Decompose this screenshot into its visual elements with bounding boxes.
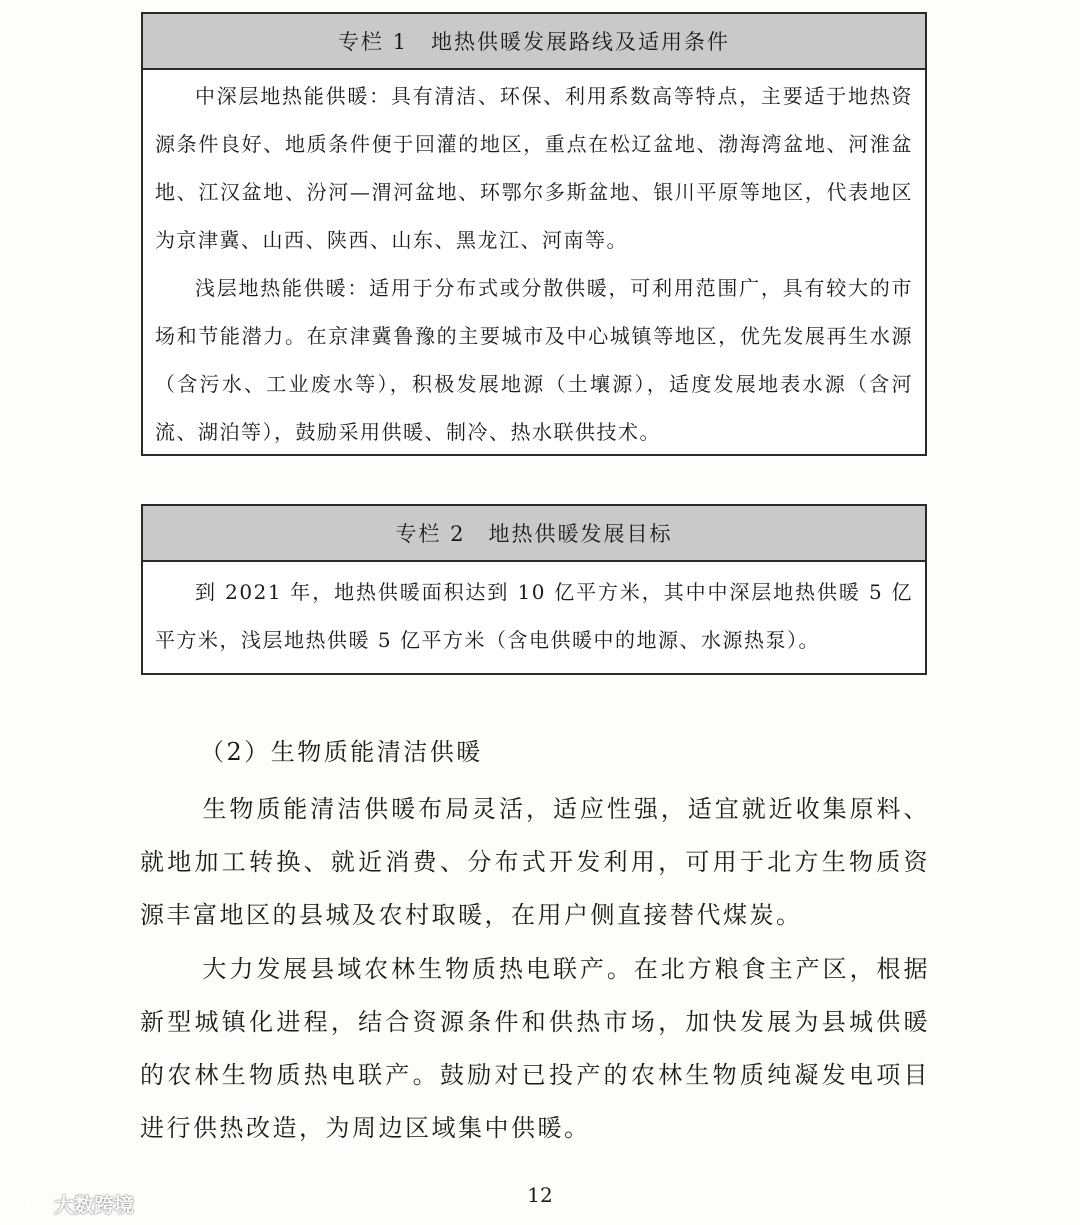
watermark	[8, 1188, 134, 1218]
box-1-body	[143, 70, 925, 456]
box-2-body	[143, 562, 925, 664]
body-paragraph-1	[140, 783, 930, 942]
watermark-text: 大数跨境	[54, 1192, 134, 1217]
paragraph-text: 生物质能清洁供暖布局灵活，适应性强，适宜就近收集原料、就地加工转换、就近消费、分布式开发利用，可用于北方生物质资源丰富地区的县城及农村取暖，在用户侧直接替代煤炭。	[140, 795, 930, 929]
box-1-title: 专栏 1 地热供暖发展路线及适用条件	[143, 14, 925, 70]
box-2-paragraph: 到 2021 年，地热供暖面积达到 10 亿平方米，其中中深层地热供暖 5 亿平方米，浅层地热供暖 5 亿平方米（含电供暖中的地源、水源热泵）。	[155, 580, 913, 652]
box-2-title: 专栏 2 地热供暖发展目标	[143, 506, 925, 562]
brand-logo-icon	[8, 1188, 48, 1218]
sidebar-box-2	[141, 504, 927, 675]
section-heading: （2）生物质能清洁供暖	[200, 738, 483, 766]
box-1-paragraph: 中深层地热能供暖：具有清洁、环保、利用系数高等特点，主要适于地热资源条件良好、地质条件便于回灌的地区，重点在松辽盆地、渤海湾盆地、河淮盆地、江汉盆地、汾河—渭河盆地、环鄂尔多斯盆地、银川平原等地区，代表地区为京津冀、山西、陕西、山东、黑龙江、河南等。	[155, 84, 913, 252]
body-paragraph-2	[140, 943, 930, 1155]
page-number: 12	[527, 1183, 553, 1207]
sidebar-box-1	[141, 12, 927, 456]
paragraph-text: 大力发展县域农林生物质热电联产。在北方粮食主产区，根据新型城镇化进程，结合资源条件和供热市场，加快发展为县城供暖的农林生物质热电联产。鼓励对已投产的农林生物质纯凝发电项目进行供热改造，为周边区域集中供暖。	[140, 955, 930, 1142]
box-1-paragraph: 浅层地热能供暖：适用于分布式或分散供暖，可利用范围广，具有较大的市场和节能潜力。在京津冀鲁豫的主要城市及中心城镇等地区，优先发展再生水源（含污水、工业废水等），积极发展地源（土壤源），适度发展地表水源（含河流、湖泊等），鼓励采用供暖、制冷、热水联供技术。	[155, 276, 913, 444]
